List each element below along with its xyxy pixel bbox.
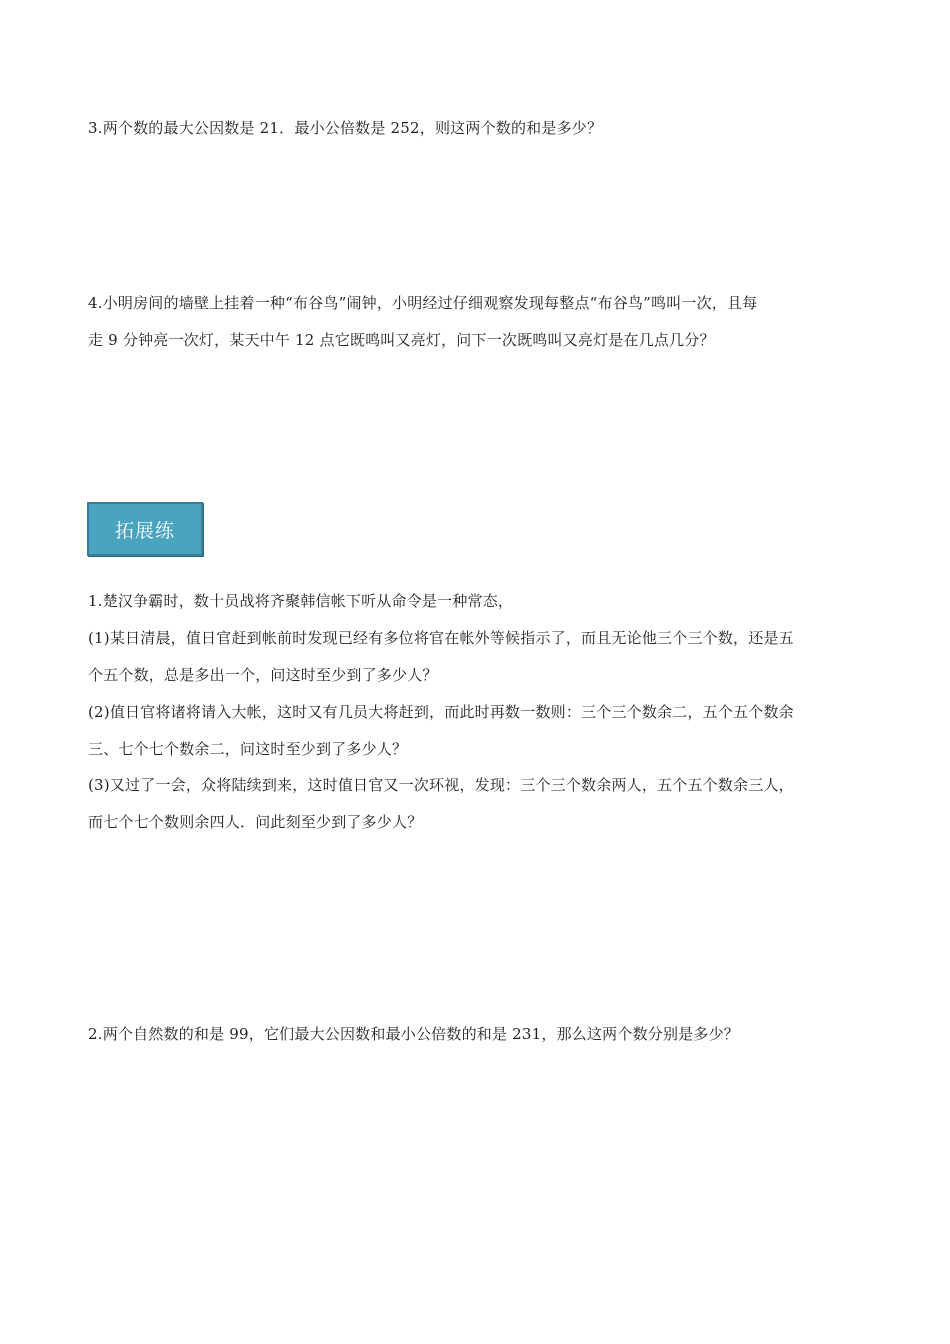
extension-question-1-line-6: (3)又过了一会，众将陆续到来，这时值日官又一次环视，发现：三个三个数余两人，五个五个数余三人， [88,776,794,794]
question-4-line-2: 走 9 分钟亮一次灯，某天中午 12 点它既鸣叫又亮灯，问下一次既鸣叫又亮灯是在几点几分？ [88,331,715,349]
extension-question-1-line-3: 个五个数，总是多出一个，问这时至少到了多少人？ [88,666,438,684]
section-title: 拓展练 [114,519,175,542]
question-3-line-1: 3.两个数的最大公因数是 21．最小公倍数是 252，则这两个数的和是多少？ [88,119,603,137]
extension-question-2-line-1: 2.两个自然数的和是 99，它们最大公因数和最小公倍数的和是 231，那么这两个数分别是多少？ [88,1025,739,1043]
extension-question-1-line-2: (1)某日清晨，值日官赶到帐前时发现已经有多位将官在帐外等候指示了，而且无论他三个三个数，还是五 [88,629,794,647]
question-4-line-1: 4.小明房间的墙壁上挂着一种“布谷鸟”闹钟，小明经过仔细观察发现每整点“布谷鸟”鸣叫一次，且每 [88,294,758,312]
extension-question-1-line-4: (2)值日官将诸将请入大帐，这时又有几员大将赶到，而此时再数一数则：三个三个数余二，五个五个数余 [88,703,794,721]
extension-question-1-line-1: 1.楚汉争霸时，数十员战将齐聚韩信帐下听从命令是一种常态， [88,592,514,610]
extension-question-1-line-7: 而七个七个数则余四人．问此刻至少到了多少人？ [88,813,423,831]
extension-question-1-line-5: 三、七个七个数余二，问这时至少到了多少人？ [88,740,408,758]
section-header-box [87,502,203,556]
